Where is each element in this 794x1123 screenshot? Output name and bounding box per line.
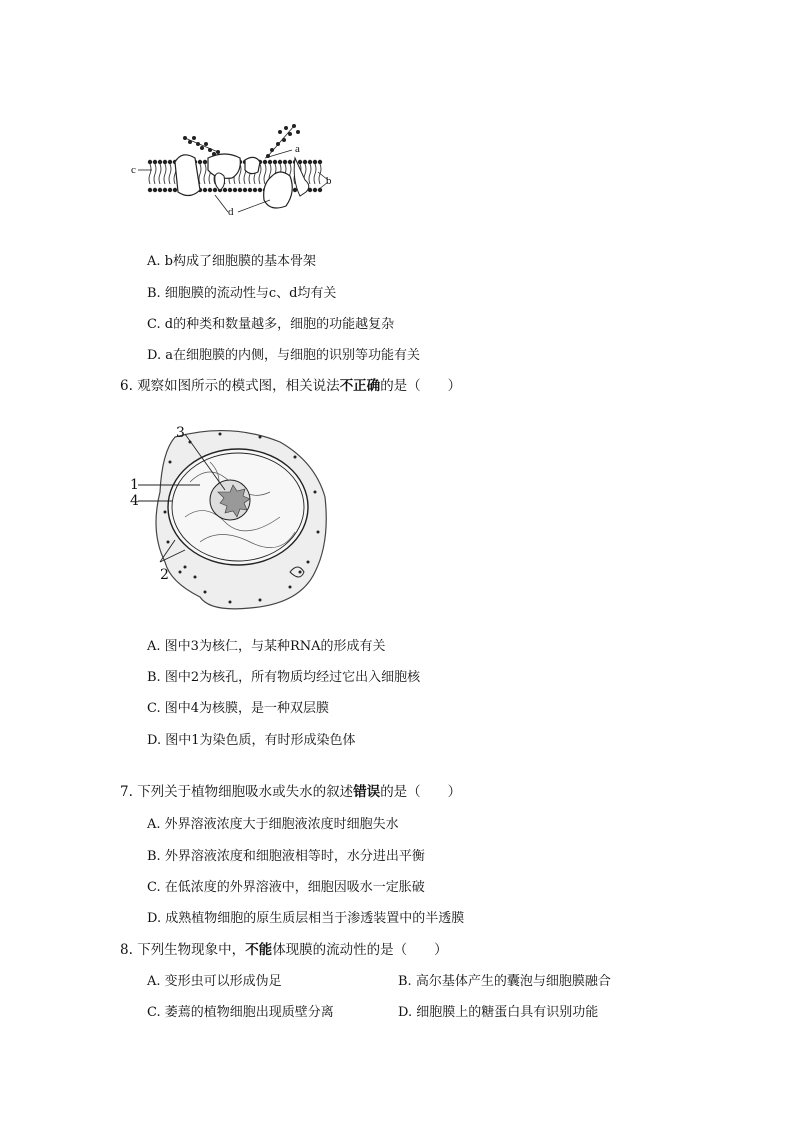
phospholipid-head	[273, 160, 277, 164]
phospholipid-tail	[169, 164, 171, 184]
q7-option-a[interactable]: A. 外界溶液浓度大于细胞液浓度时细胞失水	[147, 817, 399, 832]
phospholipid-head	[288, 160, 292, 164]
phospholipid-head	[283, 160, 287, 164]
phospholipid-head	[233, 188, 237, 192]
phospholipid-head	[168, 160, 172, 164]
nucleus-label-1: 1	[130, 477, 139, 493]
phospholipid-head	[153, 160, 157, 164]
phospholipid-tail	[154, 164, 156, 184]
nucleus-label-3: 3	[176, 425, 185, 441]
phospholipid-head	[158, 188, 162, 192]
phospholipid-head	[238, 188, 242, 192]
q5-option-a[interactable]: A. b构成了细胞膜的基本骨架	[147, 254, 316, 269]
phospholipid-head	[258, 188, 262, 192]
phospholipid-head	[148, 188, 152, 192]
q8-stem: 8. 下列生物现象中，不能体现膜的流动性的是（ ）	[120, 942, 448, 958]
phospholipid-head	[243, 188, 247, 192]
q6-option-b[interactable]: B. 图中2为核孔，所有物质均经过它出入细胞核	[147, 670, 421, 685]
phospholipid-head	[278, 160, 282, 164]
phospholipid-head	[173, 188, 177, 192]
phospholipid-tail	[159, 164, 161, 184]
phospholipid-head	[203, 160, 207, 164]
phospholipid-head	[303, 160, 307, 164]
phospholipid-head	[228, 188, 232, 192]
phospholipid-head	[253, 188, 257, 192]
phospholipid-head	[203, 188, 207, 192]
phospholipid-head	[213, 188, 217, 192]
phospholipid-head	[263, 160, 267, 164]
label-c: c	[131, 164, 136, 176]
phospholipid-head	[198, 160, 202, 164]
phospholipid-head	[168, 188, 172, 192]
phospholipid-head	[158, 160, 162, 164]
q8-option-c[interactable]: C. 萎蔫的植物细胞出现质壁分离	[147, 1005, 334, 1020]
phospholipid-head	[148, 160, 152, 164]
phospholipid-head	[313, 188, 317, 192]
label-b: b	[326, 175, 332, 187]
phospholipid-tail	[199, 164, 201, 184]
label-a: a	[295, 143, 300, 155]
phospholipid-head	[223, 188, 227, 192]
nucleus-diagram	[130, 422, 330, 612]
phospholipid-tail	[164, 164, 166, 184]
phospholipid-head	[313, 160, 317, 164]
q5-option-b[interactable]: B. 细胞膜的流动性与c、d均有关	[147, 286, 337, 301]
phospholipid-head	[163, 188, 167, 192]
q6-stem: 6. 观察如图所示的模式图，相关说法不正确的是（ ）	[120, 378, 462, 394]
phospholipid-head	[298, 160, 302, 164]
phospholipid-head	[248, 188, 252, 192]
q7-option-d[interactable]: D. 成熟植物细胞的原生质层相当于渗透装置中的半透膜	[147, 911, 465, 926]
phospholipid-head	[268, 160, 272, 164]
q7-stem: 7. 下列关于植物细胞吸水或失水的叙述错误的是（ ）	[120, 784, 462, 800]
phospholipid-head	[153, 188, 157, 192]
nucleus-label-2: 2	[160, 567, 169, 583]
nucleus-label-4: 4	[130, 493, 139, 509]
q8-option-a[interactable]: A. 变形虫可以形成伪足	[147, 974, 282, 989]
phospholipid-head	[163, 160, 167, 164]
q5-option-d[interactable]: D. a在细胞膜的内侧，与细胞的识别等功能有关	[147, 348, 420, 363]
phospholipid-tail	[314, 164, 316, 184]
q6-option-c[interactable]: C. 图中4为核膜，是一种双层膜	[147, 701, 330, 716]
q7-option-c[interactable]: C. 在低浓度的外界溶液中，细胞因吸水一定胀破	[147, 880, 425, 895]
phospholipid-head	[208, 188, 212, 192]
q8-option-b[interactable]: B. 高尔基体产生的囊泡与细胞膜融合	[398, 974, 611, 989]
phospholipid-tail	[264, 164, 266, 184]
phospholipid-tail	[204, 164, 206, 184]
q8-option-d[interactable]: D. 细胞膜上的糖蛋白具有识别功能	[398, 1005, 599, 1020]
phospholipid-tail	[149, 164, 151, 184]
label-d: d	[228, 206, 234, 218]
q5-option-c[interactable]: C. d的种类和数量越多，细胞的功能越复杂	[147, 317, 395, 332]
membrane-diagram	[120, 120, 460, 230]
q6-option-a[interactable]: A. 图中3为核仁，与某种RNA的形成有关	[147, 639, 386, 654]
q7-option-b[interactable]: B. 外界溶液浓度和细胞液相等时，水分进出平衡	[147, 849, 425, 864]
phospholipid-head	[308, 160, 312, 164]
phospholipid-head	[318, 160, 322, 164]
q6-option-d[interactable]: D. 图中1为染色质，有时形成染色体	[147, 733, 356, 748]
phospholipid-tail	[309, 164, 311, 184]
